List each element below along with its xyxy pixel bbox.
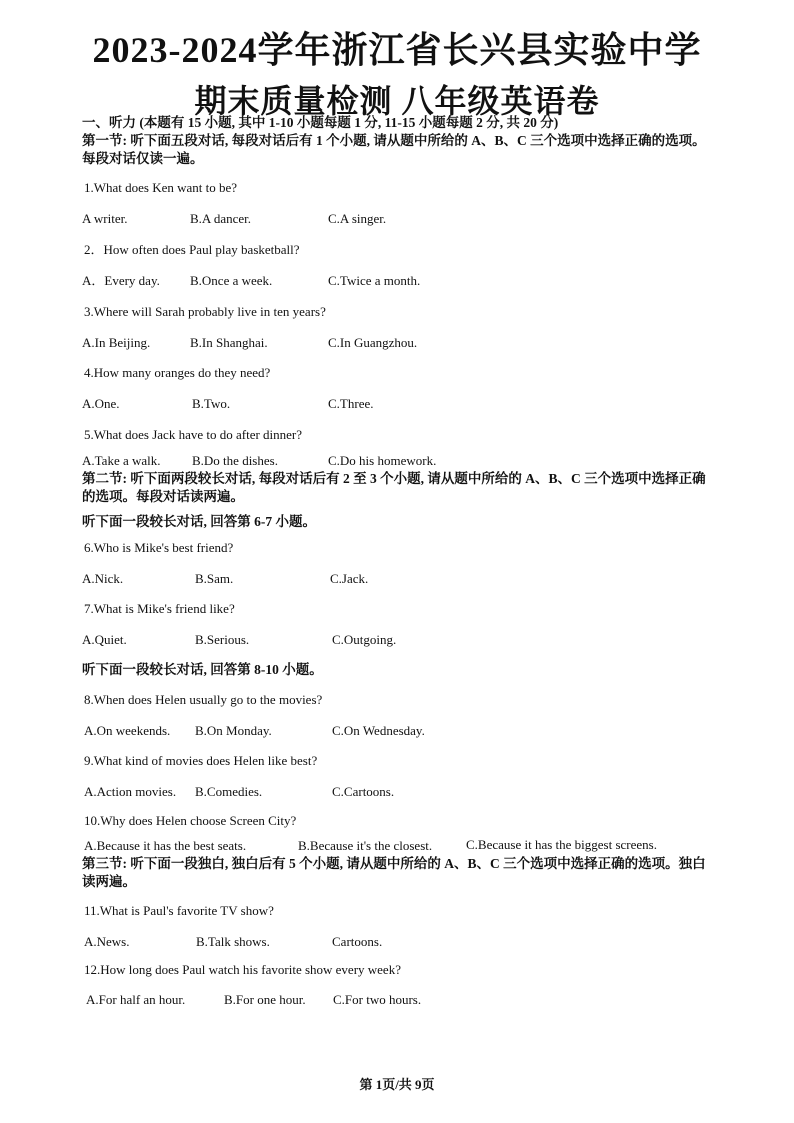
q5-option-c: C.Do his homework. [328, 453, 437, 468]
q9-option-c: C.Cartoons. [332, 784, 395, 799]
q8-option-b: B.On Monday. [195, 723, 272, 738]
q11-option-b: B.Talk shows. [196, 934, 270, 949]
q7-option-c: C.Outgoing. [332, 632, 397, 647]
q5-option-b: B.Do the dishes. [192, 453, 278, 468]
question-9: 9.What kind of movies does Helen like best? [84, 753, 318, 768]
q6-option-c: C.Jack. [330, 571, 369, 586]
section3-instructions: 第三节: 听下面一段独白, 独白后有 5 个小题, 请从题中所给的 A、B、C 三个选项中选择正确的选项。独白读两遍。 [82, 856, 706, 889]
question-10: 10.Why does Helen choose Screen City? [84, 813, 297, 828]
q3-option-a: A.In Beijing. [82, 335, 151, 350]
question-12: 12.How long does Paul watch his favorite show every week? [84, 962, 401, 977]
q9-option-b: B.Comedies. [195, 784, 263, 799]
q10-option-b: B.Because it's the closest. [298, 838, 433, 853]
question-2: 2．How often does Paul play basketball? [84, 242, 300, 257]
q4-option-a: A.One. [82, 396, 120, 411]
question-1: 1.What does Ken want to be? [84, 180, 238, 195]
exam-title-line1: 2023-2024学年浙江省长兴县实验中学 [92, 30, 702, 70]
q11-option-c: Cartoons. [332, 934, 383, 949]
q1-option-a: A writer. [82, 211, 128, 226]
q2-option-c: C.Twice a month. [328, 273, 421, 288]
section2-sub-instructions-1: 听下面一段较长对话, 回答第 6-7 小题。 [82, 514, 316, 529]
section1-instructions: 第一节: 听下面五段对话, 每段对话后有 1 个小题, 请从题中所给的 A、B、C 三个选项中选择正确的选项。每段对话仅读一遍。 [82, 133, 706, 166]
q7-option-a: A.Quiet. [82, 632, 127, 647]
section2-instructions: 第二节: 听下面两段较长对话, 每段对话后有 2 至 3 个小题, 请从题中所给的 A、B、C 三个选项中选择正确的选项。每段对话读两遍。 [82, 471, 706, 504]
section2-sub-instructions-2: 听下面一段较长对话, 回答第 8-10 小题。 [82, 662, 323, 677]
question-11: 11.What is Paul's favorite TV show? [84, 903, 274, 918]
question-3: 3.Where will Sarah probably live in ten years? [84, 304, 326, 319]
q2-option-a: A．Every day. [82, 273, 160, 288]
exam-title-line2: 期末质量检测 八年级英语卷 [194, 83, 600, 119]
q2-option-b: B.Once a week. [190, 273, 273, 288]
q3-option-c: C.In Guangzhou. [328, 335, 418, 350]
listening-heading: 一、听力 (本题有 15 小题, 其中 1-10 小题每题 1 分, 11-15 小题每题 2 分, 共 20 分) [82, 115, 559, 130]
q12-option-c: C.For two hours. [333, 992, 422, 1007]
q1-option-c: C.A singer. [328, 211, 387, 226]
q6-option-b: B.Sam. [195, 571, 234, 586]
q10-option-a: A.Because it has the best seats. [84, 838, 247, 853]
q12-option-b: B.For one hour. [224, 992, 306, 1007]
q12-option-a: A.For half an hour. [86, 992, 186, 1007]
q6-option-a: A.Nick. [82, 571, 124, 586]
q9-option-a: A.Action movies. [84, 784, 177, 799]
q1-option-b: B.A dancer. [190, 211, 252, 226]
question-5: 5.What does Jack have to do after dinner? [84, 427, 303, 442]
q4-option-c: C.Three. [328, 396, 374, 411]
question-8: 8.When does Helen usually go to the movies? [84, 692, 323, 707]
q8-option-c: C.On Wednesday. [332, 723, 425, 738]
q8-option-a: A.On weekends. [84, 723, 171, 738]
q11-option-a: A.News. [84, 934, 130, 949]
q4-option-b: B.Two. [192, 396, 231, 411]
q10-option-c: C.Because it has the biggest screens. [466, 837, 657, 852]
question-4: 4.How many oranges do they need? [84, 365, 271, 380]
q7-option-b: B.Serious. [195, 632, 250, 647]
page-number-footer: 第 1页/共 9页 [359, 1077, 435, 1092]
q5-option-a: A.Take a walk. [82, 453, 161, 468]
question-7: 7.What is Mike's friend like? [84, 601, 235, 616]
question-6: 6.Who is Mike's best friend? [84, 540, 234, 555]
q3-option-b: B.In Shanghai. [190, 335, 268, 350]
